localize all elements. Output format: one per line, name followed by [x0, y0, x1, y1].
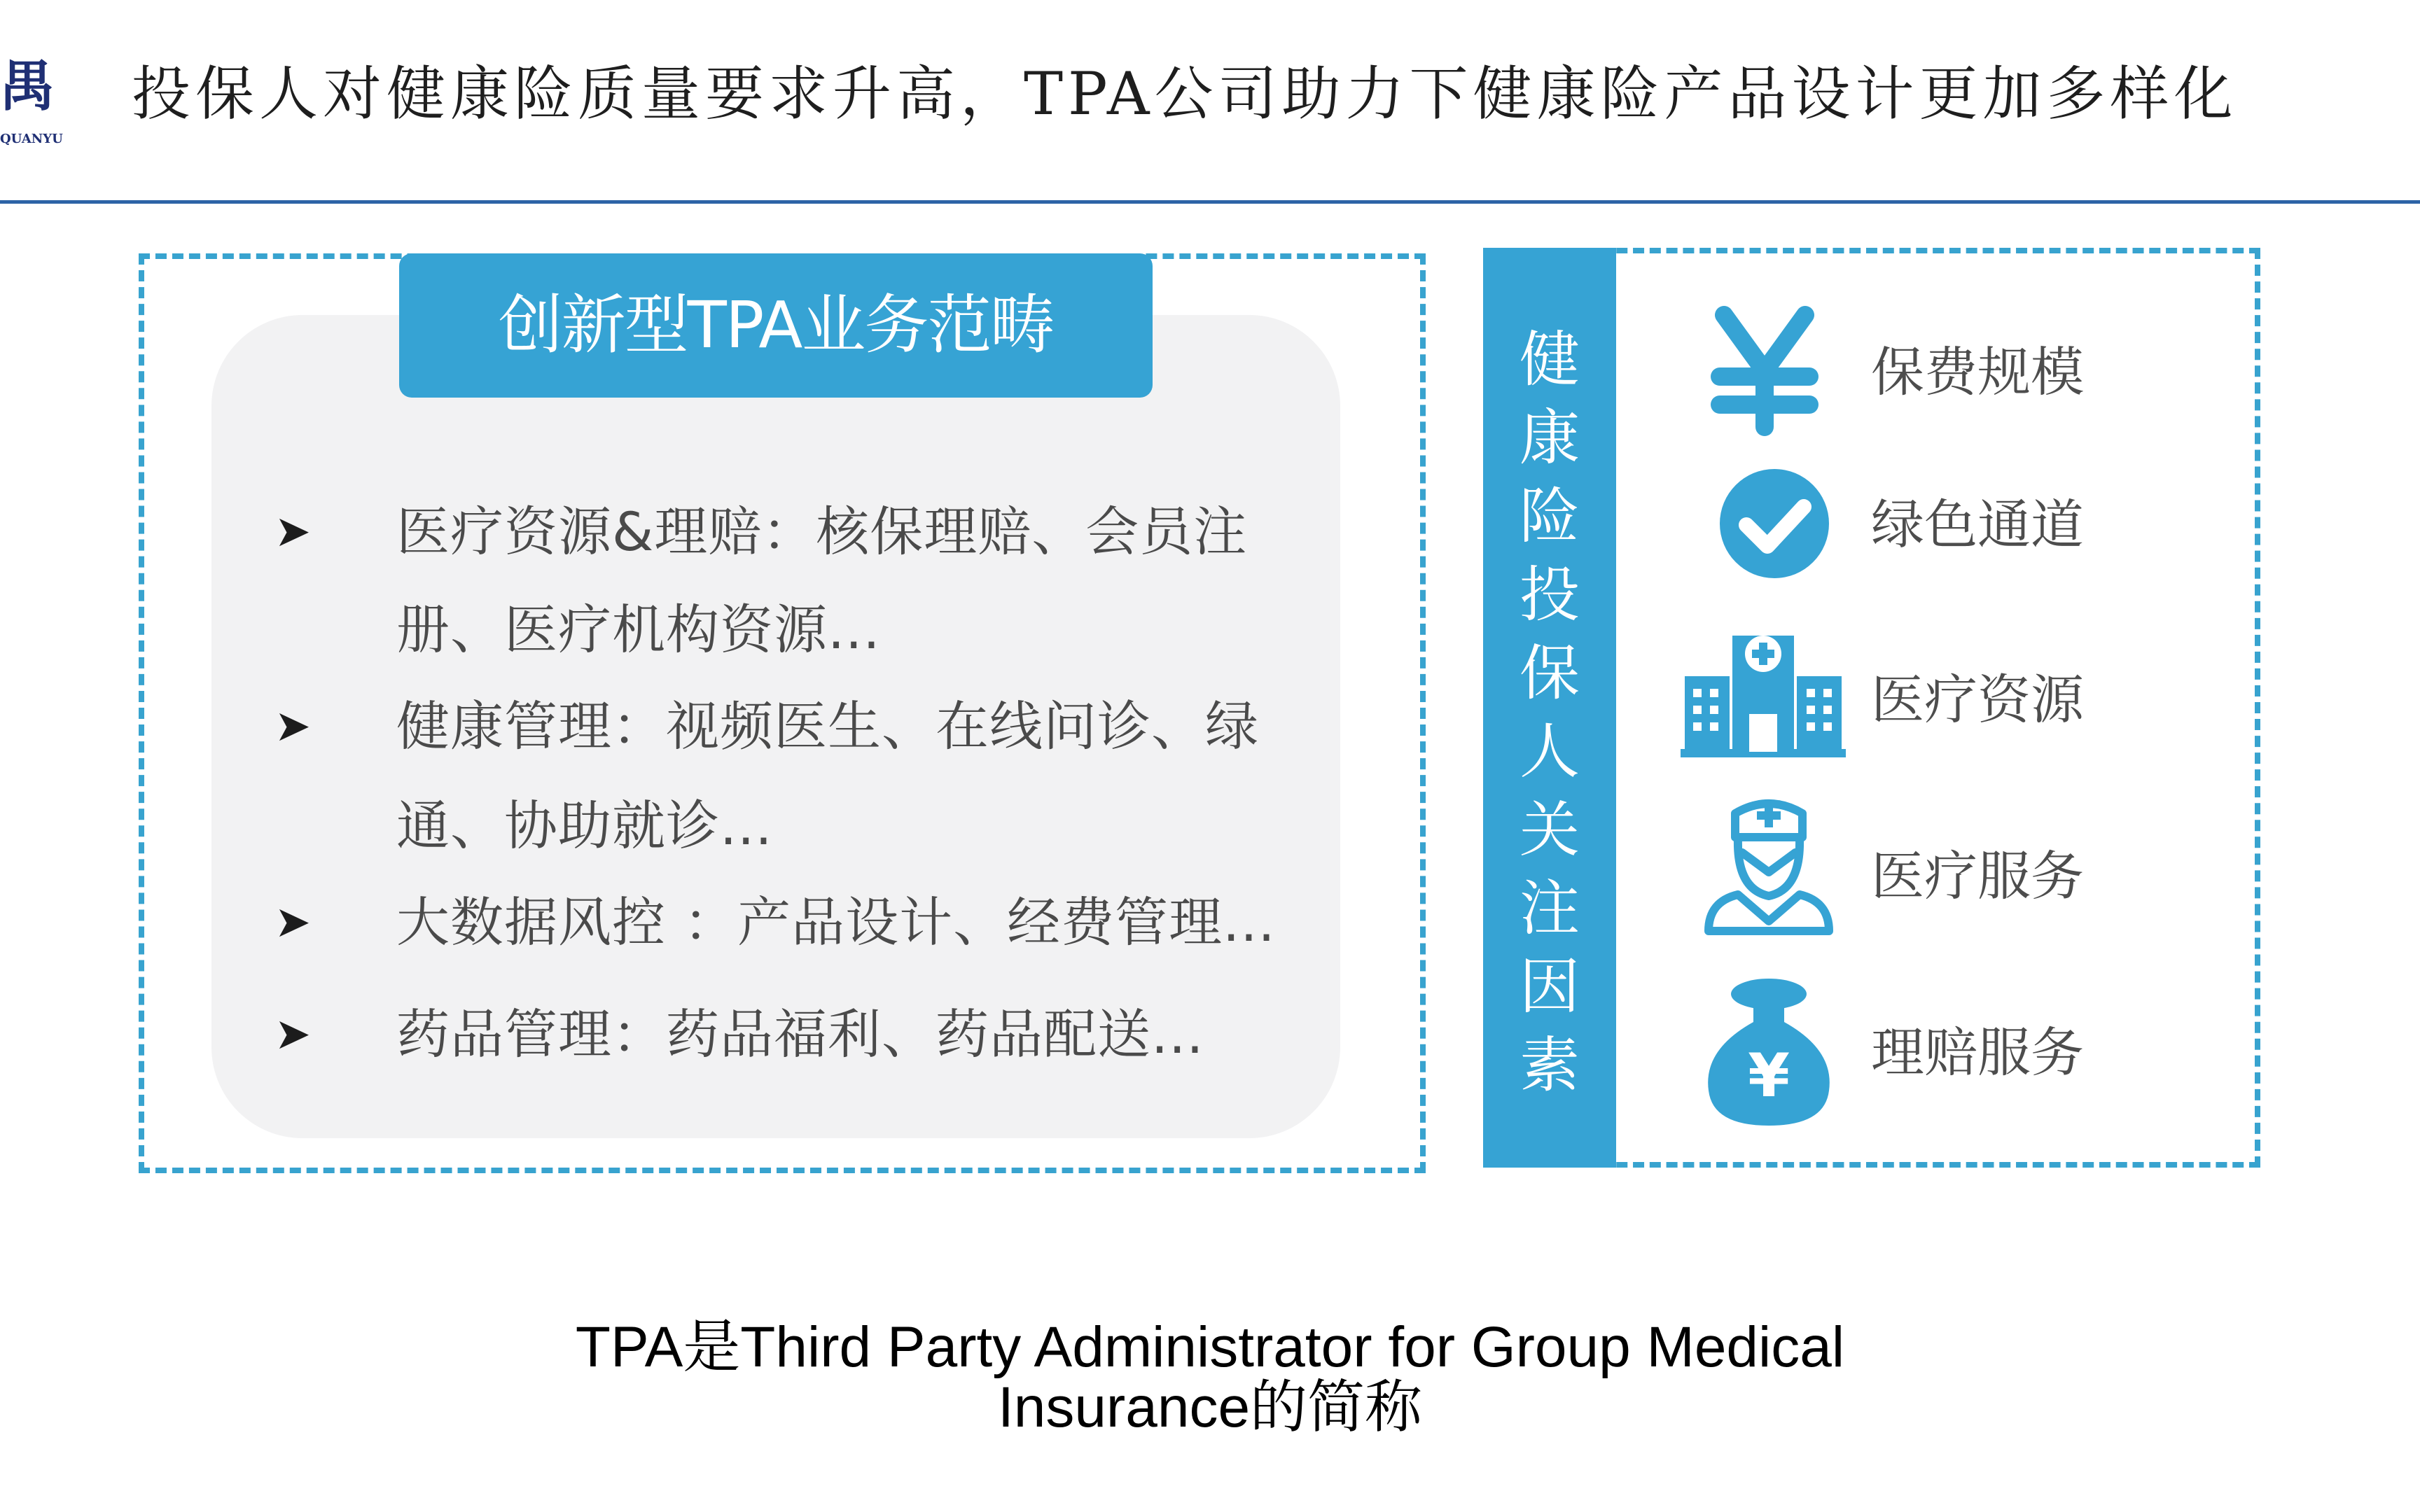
- vertical-heading-char: 人: [1520, 717, 1580, 787]
- bullet-text: 健康管理：视频医生、在线问诊、绿: [396, 695, 1259, 757]
- header-divider: [0, 200, 2420, 204]
- vertical-heading-char: 健: [1520, 325, 1580, 395]
- hospital-icon: [1681, 616, 1849, 770]
- bullet-arrow-icon: ➤: [274, 896, 311, 947]
- subtitle-caption: [0, 1317, 2420, 1438]
- bullet-text: 医疗资源&理赔：核保理赔、会员注: [396, 500, 1248, 563]
- logo: 禺: [0, 55, 55, 118]
- bullet-arrow-icon: ➤: [274, 505, 311, 556]
- bullet-arrow-icon: ➤: [274, 1008, 311, 1059]
- yen-glyph: ¥: [1748, 1041, 1790, 1111]
- yen-icon: [1681, 294, 1849, 448]
- factor-label: 医疗服务: [1871, 845, 2084, 907]
- vertical-heading: [1483, 321, 1616, 1105]
- vertical-heading-char: 注: [1520, 874, 1580, 944]
- vertical-heading-char: 素: [1520, 1030, 1580, 1100]
- page-title: 投保人对健康险质量要求升高，TPA公司助力下健康险产品设计更加多样化: [132, 59, 2238, 128]
- caption-line: TPA是Third Party Administrator for Group Medical: [575, 1315, 1845, 1379]
- doctor-icon: [1681, 784, 1849, 938]
- factor-label: 理赔服务: [1871, 1021, 2084, 1084]
- bullet-text: 药品管理：药品福利、药品配送...: [396, 1003, 1204, 1065]
- factor-label: 医疗资源: [1871, 668, 2084, 731]
- vertical-heading-char: 险: [1520, 482, 1580, 552]
- factor-label: 保费规模: [1871, 341, 2084, 403]
- bullet-text: 大数据风控 ：产品设计、经费管理...: [396, 891, 1276, 953]
- vertical-heading-char: 关: [1520, 795, 1580, 865]
- bullet-text: 册、医疗机构资源...: [396, 598, 881, 661]
- vertical-heading-char: 因: [1520, 952, 1580, 1022]
- factor-label: 绿色通道: [1871, 493, 2084, 556]
- left-panel-heading: 创新型TPA业务范畴: [399, 253, 1153, 398]
- check-circle-icon: [1681, 448, 1849, 602]
- vertical-heading-char: 投: [1520, 560, 1580, 630]
- money-bag-icon: [1681, 973, 1849, 1127]
- vertical-heading-char: 康: [1520, 403, 1580, 473]
- logo-subtext: QUANYU: [0, 132, 63, 146]
- bullet-arrow-icon: ➤: [274, 700, 311, 751]
- bullet-text: 通、协助就诊...: [396, 794, 773, 857]
- caption-line: Insurance的简称: [997, 1376, 1423, 1439]
- vertical-heading-char: 保: [1520, 638, 1580, 708]
